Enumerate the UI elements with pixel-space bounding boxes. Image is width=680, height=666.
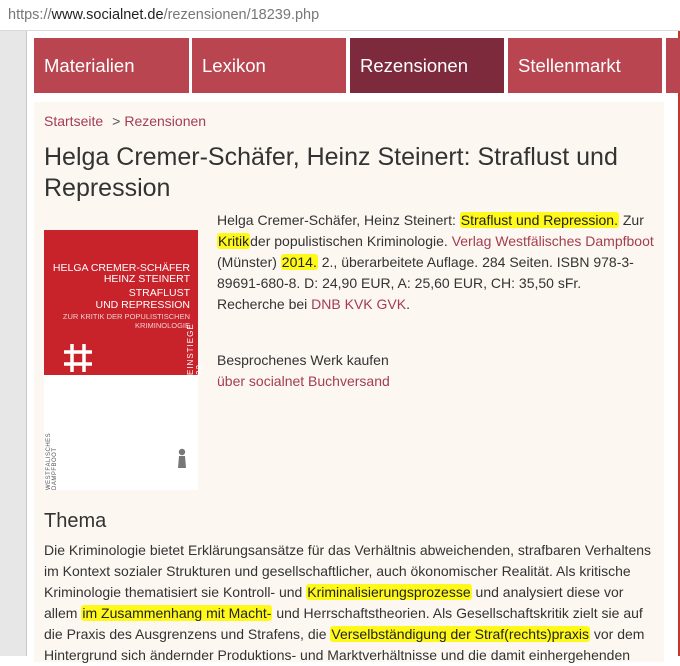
cover-series: EINSTIEGE 22 (186, 323, 204, 375)
publisher-link[interactable]: Verlag Westfälisches Dampfboot (451, 233, 654, 249)
left-margin (0, 31, 27, 656)
highlight-year: 2014. (281, 254, 317, 270)
highlight-verselbstaendigung: Verselbständigung der Straf(rechts)praxis (331, 626, 589, 642)
cover-red-panel: HELGA CREMER-SCHÄFER HEINZ STEINERT STRAFLUST UND REPRESSION ZUR KRITIK DER POPULISTISCHEN KRIMINOLOGIE EINSTIEGE 22 (44, 230, 198, 375)
kvk-link[interactable]: KVK (344, 296, 373, 312)
nav-item-lexikon[interactable]: Lexikon (192, 38, 346, 93)
buy-section (217, 350, 390, 392)
breadcrumb: Startseite > Rezensionen (44, 113, 207, 129)
highlight-macht: im Zusammenhang mit Macht- (82, 605, 272, 621)
main-nav (34, 38, 680, 93)
cover-publisher: WESTFÄLISCHES DAMPFBOOT (46, 432, 58, 490)
buy-label: Besprochenes Werk kaufen (217, 352, 389, 368)
pawn-icon (176, 448, 188, 470)
breadcrumb-home-link[interactable]: Startseite (44, 113, 104, 129)
nav-item-stellenmarkt[interactable]: Stellenmarkt (508, 38, 662, 93)
main-content (34, 102, 664, 662)
book-cover[interactable] (44, 230, 204, 490)
highlight-kriminalisierung: Kriminalisierungsprozesse (307, 584, 471, 600)
nav-item-materialien[interactable]: Materialien (34, 38, 189, 93)
nav-item-rezensionen[interactable]: Rezensionen (350, 38, 504, 93)
buy-link[interactable]: über socialnet Buchversand (217, 373, 390, 389)
nav-item-overflow[interactable] (666, 38, 680, 93)
breadcrumb-current-link[interactable]: Rezensionen (124, 113, 207, 129)
hashtag-icon (62, 342, 94, 374)
address-bar[interactable] (0, 0, 680, 31)
thema-paragraph: Die Kriminologie bietet Erklärungsansätze für das Verhältnis abweichenden, strafbaren Verhaltens im Kontext sozialer Strukturen und gesellschaftlicher, auch ökonomischer Realität. Als kritische Kriminologie thematisiert sie Kontroll- und Kriminalisierungsprozesse und analysiert diese vor allem im Zusammenhang mit Macht- und Herrschaftstheorien. Als Gesellschaftskritik zielt sie auf die Praxis des Ausgrenzens und Strafens, die Verselbständigung der Straf(rechts)praxis vor dem Hintergrund sich ändernder Produktions- und Marktverhältnisse und die damit einhergehenden (44, 542, 652, 663)
thema-heading: Thema (44, 510, 107, 532)
highlight-title: Straflust und Repression. (460, 212, 618, 228)
dnb-link[interactable]: DNB (311, 296, 341, 312)
highlight-kritik: Kritik (218, 233, 250, 249)
book-details: Helga Cremer-Schäfer, Heinz Steinert: Straflust und Repression. Zur Kritikder populistischen Kriminologie. Verlag Westfälisches Dampfboot (Münster) 2014. 2., überarbeitete Auflage. 284 Seiten. ISBN 978-3-89691-680-8. D: 24,90 EUR, A: 25,60 EUR, CH: 35,50 sFr. Recherche bei DNB KVK GVK. (217, 212, 654, 312)
page-title: Helga Cremer-Schäfer, Heinz Steinert: Straflust und Repression (44, 143, 618, 202)
gvk-link[interactable]: GVK (376, 296, 407, 312)
url-text[interactable]: https://www.socialnet.de/rezensionen/18239.php (8, 7, 320, 23)
